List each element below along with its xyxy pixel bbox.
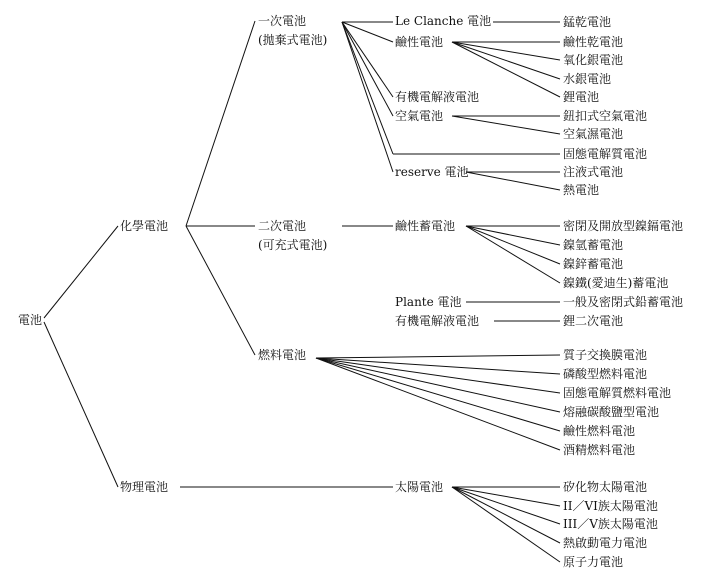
leaf-photovoltaic: 原子力電池 [563,555,624,569]
leaf-nimh: 鎳氫蓄電池 [563,238,624,252]
leaf-lead-acid: 一般及密閉式鉛蓄電池 [563,295,684,309]
leaf-mercury: 水銀電池 [563,72,612,86]
node-organic: 有機電解液電池 [395,90,480,104]
leaf-sealed-nicd: 密閉及開放型鎳鎘電池 [563,219,684,233]
node-air: 空氣電池 [395,109,444,123]
leaf-pem: 質子交換膜電池 [563,348,648,362]
leaf-solid-electrolyte: 固態電解質電池 [563,147,648,161]
leaf-ii-vi: II／VI族太陽電池 [563,499,658,513]
node-reserve: reserve 電池 [395,165,469,179]
leaf-alk-fuel: 鹼性燃料電池 [563,424,636,438]
node-primary: 一次電池 [258,14,307,28]
node-leclanche: Le Clanche 電池 [395,14,492,28]
leaf-alcohol: 酒精燃料電池 [563,443,636,457]
leaf-nizn: 鎳鋅蓄電池 [563,257,624,271]
leaf-alkaline-dry: 鹼性乾電池 [563,35,624,49]
leaf-silver-oxide: 氧化銀電池 [563,53,624,67]
leaf-solid-oxide: 固態電解質燃料電池 [563,386,672,400]
leaf-li-secondary: 鋰二次電池 [563,314,624,328]
leaf-thermal: 熱電池 [563,183,600,197]
node-alkaline: 鹼性電池 [395,35,444,49]
node-secondary-sub: (可充式電池) [258,238,328,252]
leaf-phosphoric: 磷酸型燃料電池 [563,367,648,381]
leaf-molten: 熔融碳酸鹽型電池 [563,405,660,419]
node-chemical: 化學電池 [120,219,169,233]
leaf-si-solar: 矽化物太陽電池 [563,480,648,494]
node-fuel: 燃料電池 [258,348,307,362]
node-plante: Plante 電池 [395,295,462,309]
leaf-nife: 鎳鐵(愛迪生)蓄電池 [563,276,669,290]
node-solar: 太陽電池 [395,480,444,494]
leaf-air-wet: 空氣濕電池 [563,127,624,141]
node-primary-sub: (拋棄式電池) [258,33,328,47]
leaf-iii-v: III／V族太陽電池 [563,517,658,531]
node-root: 電池 [18,313,43,327]
leaf-thermoelectric: 熱啟動電力電池 [563,536,648,550]
leaf-button-air: 鈕扣式空氣電池 [563,109,648,123]
node-alk-storage: 鹼性蓄電池 [395,219,456,233]
node-organic-2: 有機電解液電池 [395,314,480,328]
leaf-injection: 注液式電池 [563,165,624,179]
leaf-lithium: 鋰電池 [563,90,600,104]
leaf-zinc-manganese: 錳乾電池 [563,15,612,29]
node-physical: 物理電池 [120,480,169,494]
node-secondary: 二次電池 [258,219,307,233]
